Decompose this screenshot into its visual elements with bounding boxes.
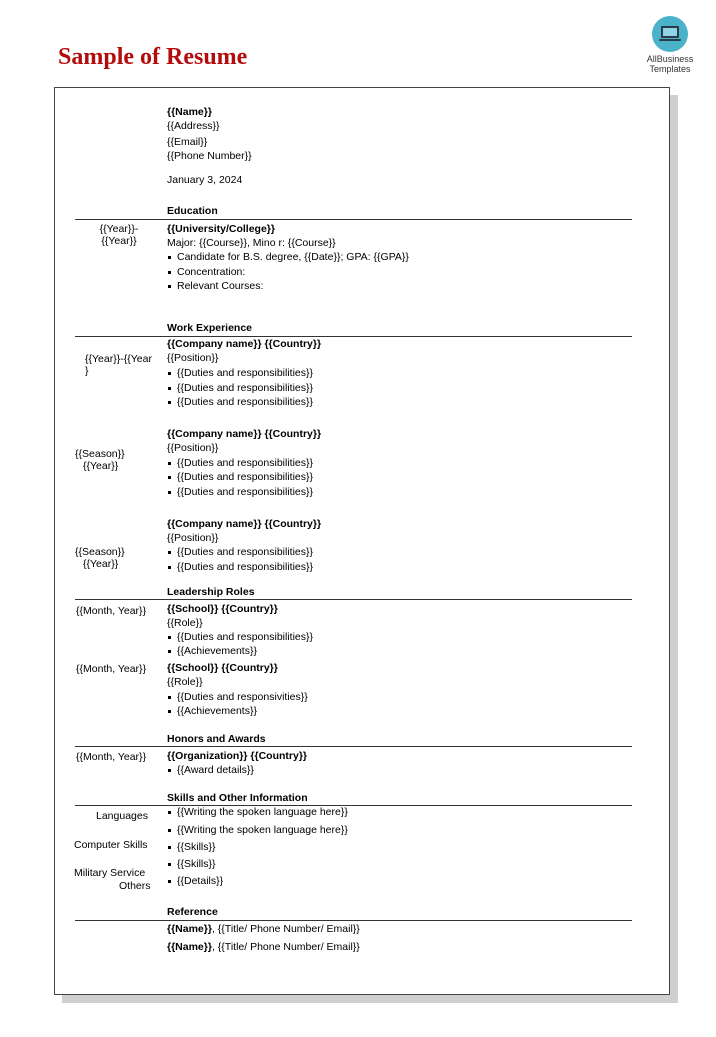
list-item: {{Duties and responsibilities}}: [167, 396, 313, 409]
leadership-date: {{Month, Year}}: [76, 605, 147, 617]
education-school: {{University/College}}: [167, 223, 275, 235]
reference-item: {{Name}}, {{Title/ Phone Number/ Email}}: [167, 923, 360, 935]
divider: [75, 920, 632, 921]
list-item: {{Duties and responsibilities}}: [167, 486, 313, 499]
leadership-school: {{School}} {{Country}}: [167, 662, 278, 674]
list-item: {{Skills}}: [167, 841, 216, 854]
contact-name: {{Name}}: [167, 106, 212, 118]
list-item: {{Achievements}}: [167, 645, 257, 658]
honors-organization: {{Organization}} {{Country}}: [167, 750, 308, 762]
skill-label-others: Others: [119, 880, 151, 892]
contact-phone: {{Phone Number}}: [167, 150, 252, 162]
work-dates: {{Year}}-{{Year }: [85, 353, 152, 377]
list-item: {{Duties and responsibilities}}: [167, 471, 313, 484]
work-position: {{Position}}: [167, 442, 219, 454]
brand-logo[interactable]: [640, 16, 700, 74]
skill-label-military: Military Service: [74, 867, 146, 879]
list-item: {{Duties and responsibilities}}: [167, 457, 313, 470]
list-item: {{Duties and responsibilities}}: [167, 382, 313, 395]
leadership-role: {{Role}}: [167, 676, 203, 688]
work-company: {{Company name}} {{Country}}: [167, 428, 322, 440]
work-company: {{Company name}} {{Country}}: [167, 338, 322, 350]
list-item: {{Duties and responsibilities}}: [167, 546, 313, 559]
resume-page: [54, 87, 670, 995]
education-years: {{Year}}- {{Year}}: [99, 223, 139, 247]
page-title: Sample of Resume: [58, 44, 248, 70]
laptop-icon: [652, 16, 688, 52]
list-item: {{Duties and responsibilities}}: [167, 561, 313, 574]
work-company: {{Company name}} {{Country}}: [167, 518, 322, 530]
section-heading-reference: Reference: [167, 906, 218, 918]
leadership-school: {{School}} {{Country}}: [167, 603, 278, 615]
list-item: Candidate for B.S. degree, {{Date}}; GPA: {{GPA}}: [167, 251, 409, 264]
section-heading-honors: Honors and Awards: [167, 733, 266, 745]
list-item: Concentration:: [167, 266, 245, 279]
resume-date: January 3, 2024: [167, 174, 243, 186]
list-item: Relevant Courses:: [167, 280, 263, 293]
section-heading-skills: Skills and Other Information: [167, 792, 308, 804]
divider: [75, 599, 632, 600]
list-item: {{Achievements}}: [167, 705, 257, 718]
list-item: {{Duties and responsibilities}}: [167, 367, 313, 380]
divider: [75, 219, 632, 220]
skill-label-computer: Computer Skills: [74, 839, 148, 851]
skill-label-languages: Languages: [96, 810, 148, 822]
divider: [75, 805, 632, 806]
list-item: {{Duties and responsibilities}}: [167, 631, 313, 644]
divider: [75, 746, 632, 747]
work-dates: {{Season}} {{Year}}: [75, 546, 125, 570]
honors-date: {{Month, Year}}: [76, 751, 147, 763]
list-item: {{Details}}: [167, 875, 223, 888]
list-item: {{Skills}}: [167, 858, 216, 871]
logo-text-line2: Templates: [649, 64, 691, 74]
contact-email: {{Email}}: [167, 136, 208, 148]
education-major: Major: {{Course}}, Mino r: {{Course}}: [167, 237, 336, 249]
logo-text-line1: AllBusiness: [646, 54, 694, 64]
work-position: {{Position}}: [167, 352, 219, 364]
leadership-role: {{Role}}: [167, 617, 203, 629]
list-item: {{Duties and responsivities}}: [167, 691, 308, 704]
contact-address: {{Address}}: [167, 120, 220, 132]
section-heading-education: Education: [167, 205, 218, 217]
divider: [75, 336, 632, 337]
list-item: {{Writing the spoken language here}}: [167, 806, 348, 819]
section-heading-leadership: Leadership Roles: [167, 586, 255, 598]
work-dates: {{Season}} {{Year}}: [75, 448, 125, 472]
reference-item: {{Name}}, {{Title/ Phone Number/ Email}}: [167, 941, 360, 953]
list-item: {{Writing the spoken language here}}: [167, 824, 348, 837]
list-item: {{Award details}}: [167, 764, 254, 777]
section-heading-work: Work Experience: [167, 322, 253, 334]
work-position: {{Position}}: [167, 532, 219, 544]
leadership-date: {{Month, Year}}: [76, 663, 147, 675]
